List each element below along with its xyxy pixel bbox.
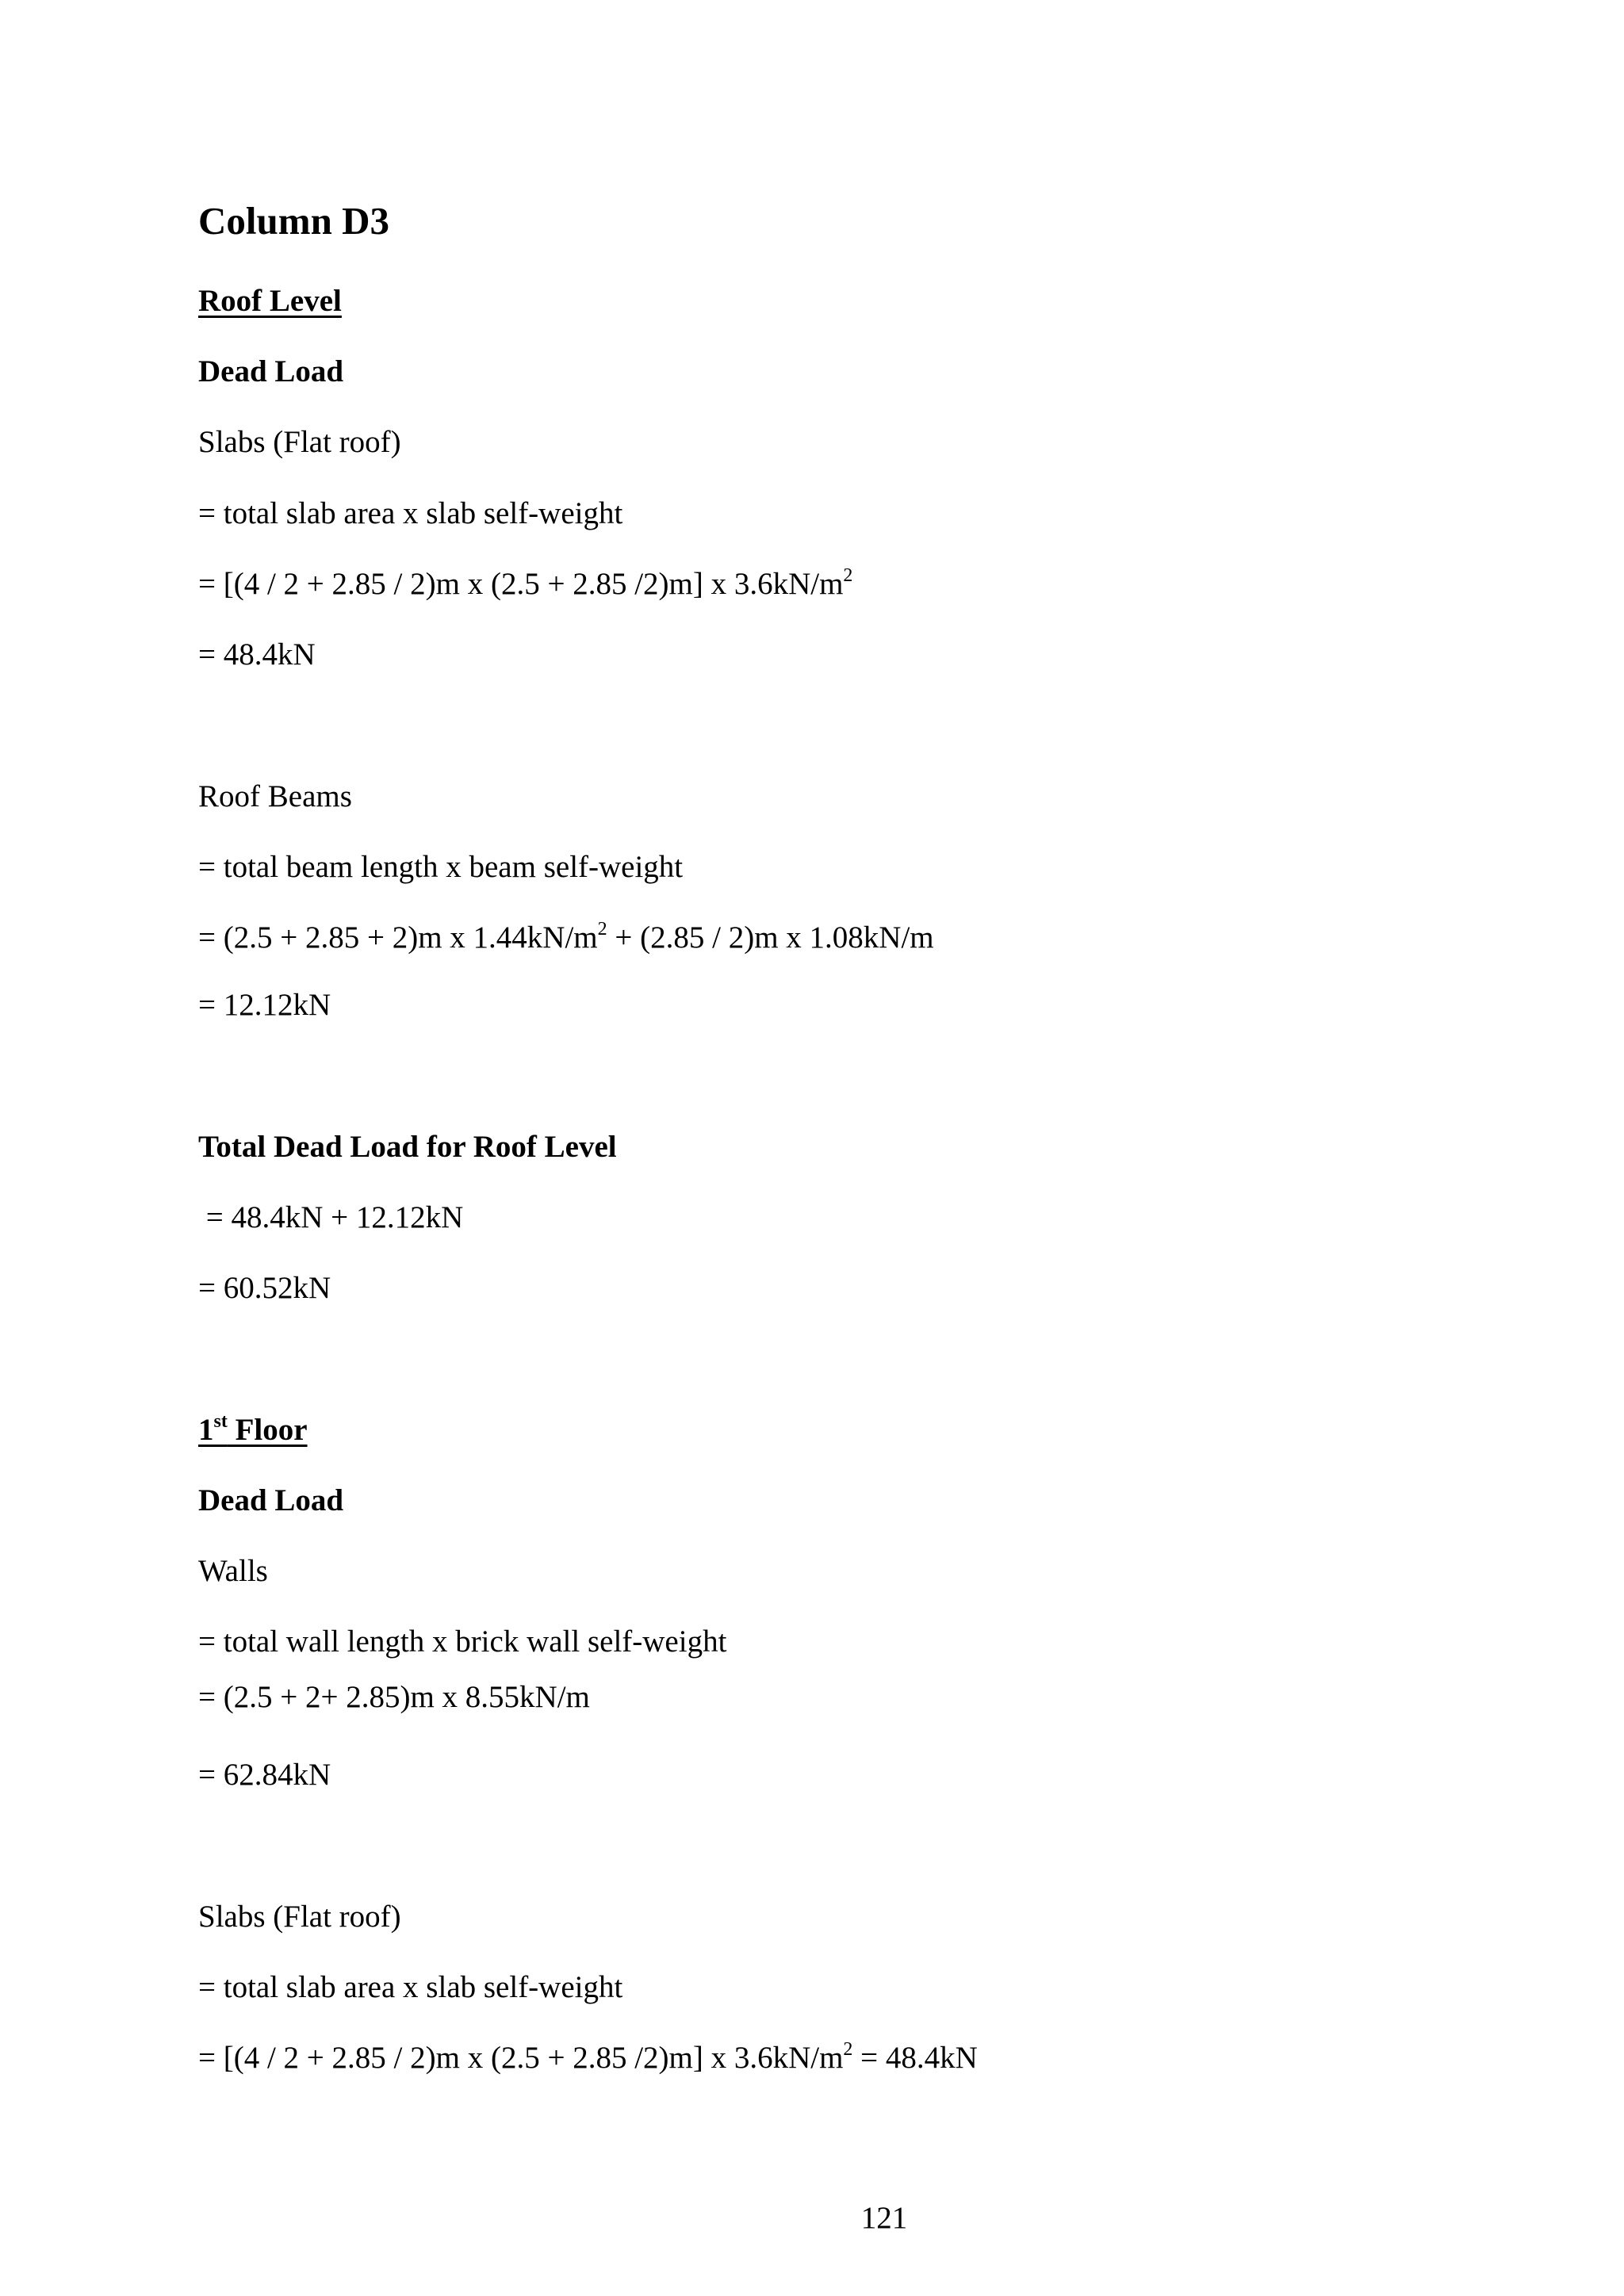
first-floor-slabs-calculation-main: = [(4 / 2 + 2.85 / 2)m x (2.5 + 2.85 /2)m] x 3.6kN/m: [198, 2041, 844, 2075]
walls-calculation: = (2.5 + 2+ 2.85)m x 8.55kN/m: [198, 1680, 590, 1714]
first-floor-slabs-label: Slabs (Flat roof): [198, 1900, 401, 1934]
total-dead-load-roof-heading: Total Dead Load for Roof Level: [198, 1130, 617, 1164]
roof-slabs-result: = 48.4kN: [198, 637, 316, 672]
roof-slabs-calculation-main: = [(4 / 2 + 2.85 / 2)m x (2.5 + 2.85 /2)m] x 3.6kN/m: [198, 567, 844, 601]
roof-slabs-formula: = total slab area x slab self-weight: [198, 496, 623, 530]
roof-beams-calculation-part2: + (2.85 / 2)m x 1.08kN/m: [607, 920, 934, 955]
first-floor-slabs-calculation: [198, 2039, 978, 2075]
roof-beams-result: = 12.12kN: [198, 988, 331, 1022]
dead-load-heading-roof: Dead Load: [198, 354, 344, 388]
roof-slabs-calculation-superscript: 2: [843, 565, 853, 586]
walls-label: Walls: [198, 1554, 268, 1588]
total-dead-load-roof-sum: = 48.4kN + 12.12kN: [198, 1200, 464, 1234]
roof-slabs-calculation: [198, 565, 853, 601]
first-floor-slabs-formula: = total slab area x slab self-weight: [198, 1970, 623, 2004]
dead-load-heading-first-floor: Dead Load: [198, 1483, 344, 1517]
roof-beams-label: Roof Beams: [198, 779, 352, 813]
roof-beams-calculation-superscript: 2: [597, 919, 607, 939]
first-floor-slabs-calculation-tail: = 48.4kN: [852, 2041, 978, 2075]
roof-beams-calculation: [198, 919, 934, 955]
walls-formula: = total wall length x brick wall self-weight: [198, 1624, 727, 1659]
page-title: Column D3: [198, 199, 389, 243]
first-floor-heading-text: Floor: [227, 1413, 308, 1447]
section-heading-first-floor: [198, 1411, 308, 1447]
section-heading-roof-level: Roof Level: [198, 284, 342, 318]
first-floor-heading-superscript: st: [213, 1411, 228, 1432]
walls-result: = 62.84kN: [198, 1758, 331, 1792]
first-floor-heading-number: 1: [198, 1413, 214, 1447]
roof-beams-calculation-part1: = (2.5 + 2.85 + 2)m x 1.44kN/m: [198, 920, 598, 955]
page-number: 121: [860, 2201, 908, 2235]
total-dead-load-roof-result: = 60.52kN: [198, 1271, 331, 1305]
roof-slabs-label: Slabs (Flat roof): [198, 425, 401, 459]
roof-beams-formula: = total beam length x beam self-weight: [198, 850, 684, 884]
first-floor-slabs-calculation-superscript: 2: [843, 2039, 853, 2060]
